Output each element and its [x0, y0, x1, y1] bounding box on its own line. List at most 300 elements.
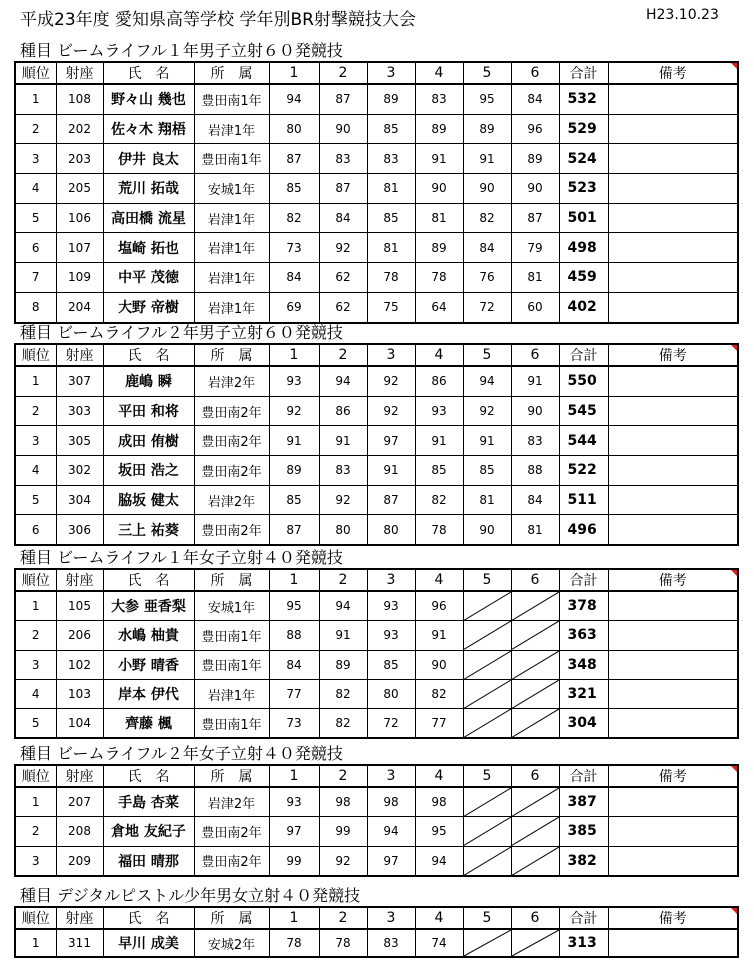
score-cell: 72	[367, 709, 415, 739]
score-cell: 91	[319, 621, 367, 650]
lane-cell: 209	[56, 846, 103, 876]
score-cell: 90	[415, 174, 463, 204]
header-shot-5: 5	[463, 765, 511, 787]
score-cell: 87	[269, 515, 319, 545]
team-cell: 安城1年	[194, 591, 269, 621]
score-cell: 93	[367, 621, 415, 650]
total-cell: 382	[559, 846, 608, 876]
score-cell: 90	[415, 650, 463, 679]
header-name: 氏 名	[103, 569, 194, 591]
comment-marker-icon	[731, 345, 737, 351]
diagonal-slash	[512, 621, 559, 649]
lane-cell: 306	[56, 515, 103, 545]
lane-cell: 203	[56, 144, 103, 174]
score-cell: 75	[367, 292, 415, 322]
score-cell: 81	[463, 485, 511, 515]
score-cell: 85	[463, 456, 511, 486]
score-cell: 85	[269, 174, 319, 204]
team-cell: 岩津1年	[194, 233, 269, 263]
table-row	[15, 929, 738, 957]
header-row	[15, 907, 738, 929]
header-shot-5: 5	[463, 344, 511, 366]
header-rank: 順位	[15, 569, 56, 591]
diagonal-slash	[512, 930, 559, 956]
score-cell: 78	[367, 263, 415, 293]
results-table	[14, 61, 739, 324]
table-row	[15, 709, 738, 739]
score-cell: 73	[269, 233, 319, 263]
header-shot-3: 3	[367, 569, 415, 591]
header-shot-5: 5	[463, 62, 511, 84]
header-lane: 射座	[56, 765, 103, 787]
total-cell: 385	[559, 817, 608, 846]
score-cell: 92	[319, 233, 367, 263]
score-cell: 92	[269, 396, 319, 426]
name-cell: 手島 杏菜	[103, 787, 194, 817]
table-row	[15, 233, 738, 263]
lane-cell: 311	[56, 929, 103, 957]
team-cell: 岩津1年	[194, 679, 269, 708]
table-row	[15, 456, 738, 486]
remarks-cell	[608, 591, 738, 621]
empty-score-cell	[511, 846, 559, 876]
header-shot-2: 2	[319, 569, 367, 591]
empty-score-cell	[511, 679, 559, 708]
lane-cell: 202	[56, 114, 103, 144]
remarks-cell	[608, 679, 738, 708]
header-team: 所 属	[194, 569, 269, 591]
name-cell: 大参 亜香梨	[103, 591, 194, 621]
remarks-cell	[608, 515, 738, 545]
score-cell: 89	[511, 144, 559, 174]
empty-score-cell	[463, 621, 511, 650]
score-cell: 82	[269, 203, 319, 233]
score-cell: 94	[415, 846, 463, 876]
lane-cell: 105	[56, 591, 103, 621]
lane-cell: 109	[56, 263, 103, 293]
remarks-cell	[608, 292, 738, 322]
score-cell: 99	[269, 846, 319, 876]
header-shot-5: 5	[463, 569, 511, 591]
empty-score-cell	[463, 650, 511, 679]
header-total: 合計	[559, 765, 608, 787]
total-cell: 304	[559, 709, 608, 739]
score-cell: 83	[367, 929, 415, 957]
score-cell: 83	[319, 456, 367, 486]
header-shot-2: 2	[319, 765, 367, 787]
header-remarks: 備考	[608, 907, 738, 929]
score-cell: 80	[367, 679, 415, 708]
header-remarks: 備考	[608, 344, 738, 366]
score-cell: 91	[511, 366, 559, 396]
total-cell: 321	[559, 679, 608, 708]
name-cell: 脇坂 健太	[103, 485, 194, 515]
remarks-cell	[608, 650, 738, 679]
header-shot-1: 1	[269, 907, 319, 929]
remarks-cell	[608, 233, 738, 263]
score-cell: 92	[463, 396, 511, 426]
lane-cell: 208	[56, 817, 103, 846]
header-name: 氏 名	[103, 62, 194, 84]
header-name: 氏 名	[103, 344, 194, 366]
header-team: 所 属	[194, 765, 269, 787]
header-total: 合計	[559, 62, 608, 84]
score-cell: 93	[269, 787, 319, 817]
score-cell: 89	[319, 650, 367, 679]
name-cell: 小野 晴香	[103, 650, 194, 679]
score-cell: 82	[319, 679, 367, 708]
header-rank: 順位	[15, 344, 56, 366]
score-cell: 84	[511, 485, 559, 515]
score-cell: 84	[319, 203, 367, 233]
team-cell: 岩津2年	[194, 485, 269, 515]
score-cell: 69	[269, 292, 319, 322]
score-cell: 91	[269, 426, 319, 456]
header-lane: 射座	[56, 569, 103, 591]
team-cell: 岩津1年	[194, 114, 269, 144]
table-row	[15, 515, 738, 545]
score-cell: 78	[415, 263, 463, 293]
score-cell: 89	[415, 114, 463, 144]
header-row	[15, 62, 738, 84]
score-cell: 91	[415, 144, 463, 174]
header-rank: 順位	[15, 907, 56, 929]
rank-cell: 4	[15, 174, 56, 204]
header-shot-4: 4	[415, 907, 463, 929]
lane-cell: 204	[56, 292, 103, 322]
header-remarks: 備考	[608, 569, 738, 591]
score-cell: 80	[367, 515, 415, 545]
score-cell: 81	[367, 233, 415, 263]
score-cell: 83	[511, 426, 559, 456]
score-cell: 85	[367, 203, 415, 233]
empty-score-cell	[463, 591, 511, 621]
name-cell: 荒川 拓哉	[103, 174, 194, 204]
total-cell: 529	[559, 114, 608, 144]
empty-score-cell	[463, 709, 511, 739]
score-cell: 89	[269, 456, 319, 486]
team-cell: 豊田南1年	[194, 144, 269, 174]
score-cell: 86	[319, 396, 367, 426]
total-cell: 544	[559, 426, 608, 456]
score-cell: 91	[367, 456, 415, 486]
table-row	[15, 203, 738, 233]
header-shot-4: 4	[415, 62, 463, 84]
score-cell: 78	[415, 515, 463, 545]
lane-cell: 108	[56, 84, 103, 114]
rank-cell: 7	[15, 263, 56, 293]
header-shot-6: 6	[511, 344, 559, 366]
header-shot-6: 6	[511, 765, 559, 787]
rank-cell: 6	[15, 233, 56, 263]
table-row	[15, 174, 738, 204]
table-row	[15, 650, 738, 679]
team-cell: 豊田南1年	[194, 621, 269, 650]
team-cell: 豊田南1年	[194, 84, 269, 114]
header-remarks: 備考	[608, 62, 738, 84]
table-row	[15, 817, 738, 846]
score-cell: 90	[511, 396, 559, 426]
team-cell: 豊田南1年	[194, 709, 269, 739]
table-row	[15, 591, 738, 621]
empty-score-cell	[511, 591, 559, 621]
diagonal-slash	[512, 651, 559, 679]
name-cell: 成田 侑樹	[103, 426, 194, 456]
empty-score-cell	[511, 621, 559, 650]
score-cell: 96	[415, 591, 463, 621]
team-cell: 豊田南2年	[194, 426, 269, 456]
diagonal-slash	[512, 680, 559, 708]
score-cell: 91	[319, 426, 367, 456]
header-shot-3: 3	[367, 907, 415, 929]
header-shot-1: 1	[269, 569, 319, 591]
event-title: 種目 ビームライフル２年男子立射６０発競技	[20, 323, 343, 342]
score-cell: 87	[367, 485, 415, 515]
name-cell: 中平 茂徳	[103, 263, 194, 293]
diagonal-slash	[512, 709, 559, 737]
score-cell: 83	[319, 144, 367, 174]
score-cell: 90	[511, 174, 559, 204]
rank-cell: 5	[15, 709, 56, 739]
diagonal-slash	[464, 847, 511, 875]
rank-cell: 1	[15, 929, 56, 957]
header-shot-2: 2	[319, 62, 367, 84]
name-cell: 岸本 伊代	[103, 679, 194, 708]
name-cell: 野々山 幾也	[103, 84, 194, 114]
header-total: 合計	[559, 344, 608, 366]
remarks-cell	[608, 144, 738, 174]
diagonal-slash	[464, 788, 511, 816]
rank-cell: 8	[15, 292, 56, 322]
header-shot-4: 4	[415, 569, 463, 591]
score-cell: 92	[319, 846, 367, 876]
team-cell: 安城2年	[194, 929, 269, 957]
score-cell: 80	[269, 114, 319, 144]
header-shot-3: 3	[367, 765, 415, 787]
score-cell: 92	[367, 396, 415, 426]
total-cell: 550	[559, 366, 608, 396]
score-cell: 64	[415, 292, 463, 322]
rank-cell: 4	[15, 456, 56, 486]
header-name: 氏 名	[103, 765, 194, 787]
empty-score-cell	[511, 929, 559, 957]
rank-cell: 2	[15, 396, 56, 426]
header-shot-5: 5	[463, 907, 511, 929]
table-row	[15, 84, 738, 114]
score-cell: 84	[463, 233, 511, 263]
total-cell: 378	[559, 591, 608, 621]
header-shot-6: 6	[511, 62, 559, 84]
score-cell: 86	[415, 366, 463, 396]
score-cell: 82	[319, 709, 367, 739]
empty-score-cell	[511, 817, 559, 846]
table-row	[15, 263, 738, 293]
results-table	[14, 906, 739, 958]
team-cell: 豊田南2年	[194, 456, 269, 486]
remarks-cell	[608, 485, 738, 515]
team-cell: 岩津1年	[194, 292, 269, 322]
score-cell: 84	[511, 84, 559, 114]
score-cell: 85	[415, 456, 463, 486]
comment-marker-icon	[731, 570, 737, 576]
rank-cell: 1	[15, 366, 56, 396]
team-cell: 豊田南2年	[194, 515, 269, 545]
remarks-cell	[608, 203, 738, 233]
event-title: 種目 ビームライフル１年男子立射６０発競技	[20, 41, 343, 60]
score-cell: 85	[367, 114, 415, 144]
diagonal-slash	[464, 709, 511, 737]
total-cell: 545	[559, 396, 608, 426]
score-cell: 84	[269, 650, 319, 679]
lane-cell: 103	[56, 679, 103, 708]
score-cell: 97	[269, 817, 319, 846]
table-row	[15, 144, 738, 174]
score-cell: 81	[415, 203, 463, 233]
name-cell: 福田 晴那	[103, 846, 194, 876]
lane-cell: 102	[56, 650, 103, 679]
score-cell: 89	[367, 84, 415, 114]
remarks-cell	[608, 396, 738, 426]
rank-cell: 2	[15, 621, 56, 650]
score-cell: 60	[511, 292, 559, 322]
table-row	[15, 787, 738, 817]
lane-cell: 303	[56, 396, 103, 426]
header-shot-3: 3	[367, 62, 415, 84]
total-cell: 496	[559, 515, 608, 545]
comment-marker-icon	[731, 766, 737, 772]
comment-marker-icon	[731, 63, 737, 69]
score-cell: 85	[269, 485, 319, 515]
score-cell: 91	[463, 426, 511, 456]
header-remarks: 備考	[608, 765, 738, 787]
header-lane: 射座	[56, 907, 103, 929]
remarks-cell	[608, 366, 738, 396]
name-cell: 倉地 友紀子	[103, 817, 194, 846]
score-cell: 98	[415, 787, 463, 817]
header-name: 氏 名	[103, 907, 194, 929]
score-cell: 99	[319, 817, 367, 846]
total-cell: 313	[559, 929, 608, 957]
total-cell: 523	[559, 174, 608, 204]
header-team: 所 属	[194, 907, 269, 929]
event-title: 種目 ビームライフル１年女子立射４０発競技	[20, 548, 343, 567]
score-cell: 78	[269, 929, 319, 957]
header-shot-3: 3	[367, 344, 415, 366]
score-cell: 88	[511, 456, 559, 486]
name-cell: 齊藤 楓	[103, 709, 194, 739]
score-cell: 98	[319, 787, 367, 817]
header-shot-6: 6	[511, 907, 559, 929]
score-cell: 98	[367, 787, 415, 817]
score-cell: 81	[367, 174, 415, 204]
document-title: 平成23年度 愛知県高等学校 学年別BR射撃競技大会	[20, 10, 416, 30]
total-cell: 498	[559, 233, 608, 263]
rank-cell: 5	[15, 485, 56, 515]
results-table	[14, 568, 739, 739]
total-cell: 532	[559, 84, 608, 114]
remarks-cell	[608, 456, 738, 486]
team-cell: 安城1年	[194, 174, 269, 204]
score-cell: 84	[269, 263, 319, 293]
score-cell: 80	[319, 515, 367, 545]
diagonal-slash	[512, 847, 559, 875]
score-cell: 81	[511, 515, 559, 545]
team-cell: 岩津2年	[194, 366, 269, 396]
score-cell: 78	[319, 929, 367, 957]
score-cell: 95	[463, 84, 511, 114]
team-cell: 岩津1年	[194, 263, 269, 293]
score-cell: 74	[415, 929, 463, 957]
name-cell: 坂田 浩之	[103, 456, 194, 486]
score-cell: 82	[415, 485, 463, 515]
score-cell: 62	[319, 263, 367, 293]
rank-cell: 6	[15, 515, 56, 545]
lane-cell: 206	[56, 621, 103, 650]
team-cell: 豊田南1年	[194, 650, 269, 679]
score-cell: 77	[415, 709, 463, 739]
score-cell: 96	[511, 114, 559, 144]
lane-cell: 307	[56, 366, 103, 396]
name-cell: 平田 和将	[103, 396, 194, 426]
score-cell: 94	[463, 366, 511, 396]
diagonal-slash	[464, 592, 511, 620]
event-title: 種目 デジタルピストル少年男女立射４０発競技	[20, 886, 361, 905]
total-cell: 363	[559, 621, 608, 650]
score-cell: 92	[367, 366, 415, 396]
total-cell: 522	[559, 456, 608, 486]
score-cell: 90	[463, 174, 511, 204]
results-table	[14, 343, 739, 546]
empty-score-cell	[463, 817, 511, 846]
diagonal-slash	[464, 817, 511, 845]
score-cell: 87	[319, 174, 367, 204]
score-cell: 82	[463, 203, 511, 233]
name-cell: 伊井 良太	[103, 144, 194, 174]
team-cell: 豊田南2年	[194, 396, 269, 426]
total-cell: 511	[559, 485, 608, 515]
empty-score-cell	[511, 709, 559, 739]
table-row	[15, 621, 738, 650]
empty-score-cell	[463, 929, 511, 957]
header-shot-4: 4	[415, 344, 463, 366]
score-cell: 97	[367, 426, 415, 456]
score-cell: 89	[415, 233, 463, 263]
score-cell: 90	[463, 515, 511, 545]
score-cell: 79	[511, 233, 559, 263]
score-cell: 94	[319, 366, 367, 396]
total-cell: 501	[559, 203, 608, 233]
empty-score-cell	[511, 650, 559, 679]
remarks-cell	[608, 846, 738, 876]
header-shot-1: 1	[269, 765, 319, 787]
header-total: 合計	[559, 569, 608, 591]
score-cell: 94	[367, 817, 415, 846]
remarks-cell	[608, 787, 738, 817]
results-table	[14, 764, 739, 877]
team-cell: 岩津1年	[194, 203, 269, 233]
header-rank: 順位	[15, 62, 56, 84]
table-row	[15, 846, 738, 876]
score-cell: 91	[415, 426, 463, 456]
rank-cell: 1	[15, 84, 56, 114]
header-total: 合計	[559, 907, 608, 929]
diagonal-slash	[464, 930, 511, 956]
table-row	[15, 114, 738, 144]
score-cell: 85	[367, 650, 415, 679]
score-cell: 90	[319, 114, 367, 144]
total-cell: 348	[559, 650, 608, 679]
score-cell: 88	[269, 621, 319, 650]
